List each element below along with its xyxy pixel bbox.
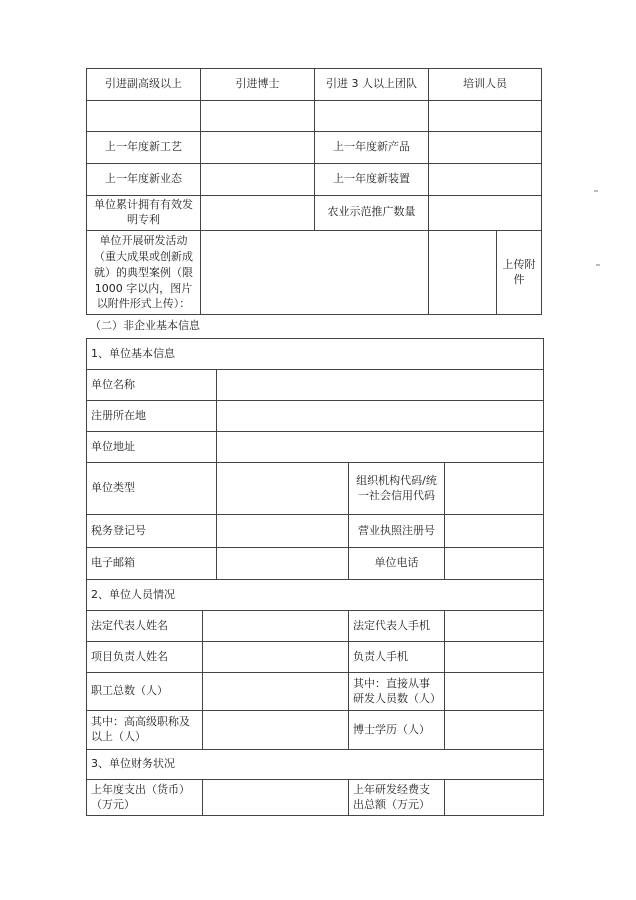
- value-rd-expense[interactable]: [445, 780, 544, 816]
- label-rd-expense: 上年研发经费支出总额（万元）: [349, 780, 445, 816]
- value-new-business[interactable]: [201, 164, 315, 196]
- label-email: 电子邮箱: [87, 548, 217, 580]
- label-lead-phone: 负责人手机: [349, 642, 445, 673]
- label-typical-case: 单位开展研发活动（重大成果或创新成就）的典型案例（限1000 字以内，图片以附件形式上传）：: [87, 230, 201, 315]
- value-new-product[interactable]: [429, 132, 542, 164]
- value-new-device[interactable]: [429, 164, 542, 196]
- value-legal-name[interactable]: [203, 611, 349, 642]
- label-new-process: 上一年度新工艺: [87, 132, 201, 164]
- value-trained-staff[interactable]: [429, 101, 542, 132]
- label-annual-expense: 上年度支出（货币）（万元）: [87, 780, 203, 816]
- value-typical-case[interactable]: [201, 230, 429, 315]
- label-unit-type: 单位类型: [87, 463, 217, 515]
- label-legal-phone: 法定代表人手机: [349, 611, 445, 642]
- upload-attachment-button[interactable]: 上传附件: [502, 257, 536, 286]
- header-trained-staff: 培训人员: [429, 69, 542, 101]
- value-unit-type[interactable]: [217, 463, 349, 515]
- value-new-process[interactable]: [201, 132, 315, 164]
- label-unit-phone: 单位电话: [349, 548, 445, 580]
- upload-attachment-cell[interactable]: [429, 230, 542, 315]
- value-unit-phone[interactable]: [445, 548, 544, 580]
- label-new-device: 上一年度新装置: [315, 164, 429, 196]
- label-senior-title: 其中：高高级职称及以上（人）: [87, 711, 203, 750]
- label-agri-demo: 农业示范推广数量: [315, 196, 429, 231]
- label-patents: 单位累计拥有有效发明专利: [87, 196, 201, 231]
- value-agri-demo[interactable]: [429, 196, 542, 231]
- upload-spacer: [429, 231, 497, 314]
- section-subtitle: （二）非企业基本信息: [90, 319, 200, 332]
- label-new-product: 上一年度新产品: [315, 132, 429, 164]
- label-unit-name: 单位名称: [87, 370, 217, 401]
- value-doctor-count[interactable]: [445, 711, 544, 750]
- label-staff-total: 职工总数（人）: [87, 673, 203, 711]
- label-tax-no: 税务登记号: [87, 515, 217, 548]
- label-address: 单位地址: [87, 432, 217, 463]
- label-legal-name: 法定代表人姓名: [87, 611, 203, 642]
- label-reg-place: 注册所在地: [87, 401, 217, 432]
- label-new-business: 上一年度新业态: [87, 164, 201, 196]
- talent-innovation-table: [86, 68, 542, 315]
- value-team[interactable]: [315, 101, 429, 132]
- value-legal-phone[interactable]: [445, 611, 544, 642]
- value-email[interactable]: [217, 548, 349, 580]
- value-unit-name[interactable]: [217, 370, 544, 401]
- header-doctor: 引进博士: [201, 69, 315, 101]
- section-staff-title: 2、单位人员情况: [87, 580, 544, 611]
- value-rd-staff[interactable]: [445, 673, 544, 711]
- section-basic-info-title: 1、单位基本信息: [87, 339, 544, 370]
- value-senior-title-count[interactable]: [203, 711, 349, 750]
- value-senior-title[interactable]: [87, 101, 201, 132]
- label-rd-staff: 其中：直接从事研发人员数（人）: [349, 673, 445, 711]
- value-patents[interactable]: [201, 196, 315, 231]
- value-org-code[interactable]: [445, 463, 544, 515]
- value-address[interactable]: [217, 432, 544, 463]
- value-annual-expense[interactable]: [203, 780, 349, 816]
- value-biz-license[interactable]: [445, 515, 544, 548]
- label-project-lead: 项目负责人姓名: [87, 642, 203, 673]
- value-project-lead[interactable]: [203, 642, 349, 673]
- header-team: 引进 3 人以上团队: [315, 69, 429, 101]
- value-staff-total[interactable]: [203, 673, 349, 711]
- label-doctor: 博士学历（人）: [349, 711, 445, 750]
- scan-mark: [594, 190, 598, 192]
- value-reg-place[interactable]: [217, 401, 544, 432]
- value-tax-no[interactable]: [217, 515, 349, 548]
- header-senior-title: 引进副高级以上: [87, 69, 201, 101]
- label-org-code: 组织机构代码/统一社会信用代码: [349, 463, 445, 515]
- section-finance-title: 3、单位财务状况: [87, 750, 544, 780]
- value-lead-phone[interactable]: [445, 642, 544, 673]
- label-biz-license: 营业执照注册号: [349, 515, 445, 548]
- scan-mark: [596, 264, 600, 266]
- non-enterprise-info-table: [86, 338, 544, 816]
- value-doctor[interactable]: [201, 101, 315, 132]
